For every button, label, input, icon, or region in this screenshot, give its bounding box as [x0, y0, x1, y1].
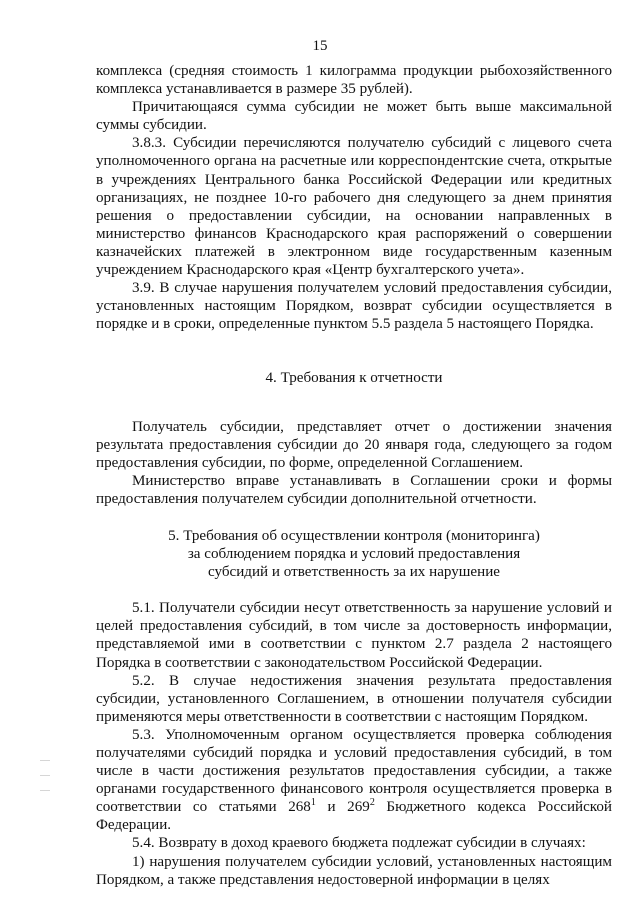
paragraph-5-3-text-c: Бюджетного кодекса Российской Федерации.: [96, 799, 613, 834]
paragraph-5-3: [96, 726, 612, 835]
paragraph-report: Получатель субсидии, представляет отчет о достижении значения результата предоставления субсидии до 20 января года, следующего за годом предоставления субсидии, по форме, определенной Соглашением.: [96, 418, 612, 471]
paragraph-5-3-text-a: 5.3. Уполномоченным органом осуществляется проверка соблюдения получателями субсидий порядка и условий предоставления субсидий, в том числе в части достижения результатов предоставления субсидии, а также органами государственного финансового контроля осуществляется проверка в соответствии со статьями 268: [96, 726, 612, 816]
section-4-heading: [96, 369, 612, 387]
paragraph-max-subsidy: Причитающаяся сумма субсидии не может быть выше максимальной суммы субсидии.: [96, 99, 612, 134]
paragraph-5-1: 5.1. Получатели субсидии несут ответственность за нарушение условий и целей предоставления субсидий, в том числе за достоверность информации, представляемой ими в соответствии с пунктом 2.7 раздела 2 настоящего Порядка в соответствии с законодательством Российской Федерации.: [96, 600, 612, 671]
paragraph-5-2: 5.2. В случае недостижения значения результата предоставления субсидии, установленного Соглашением, в отношении получателя субсидии применяются меры ответственности в соответствии с настоящим Порядком.: [96, 672, 612, 725]
section-4-title: 4. Требования к отчетности: [265, 370, 443, 387]
paragraph-5-4-item-1: 1) нарушения получателем субсидии условий, установленных настоящим Порядком, а также представления недостоверной информации в целях: [96, 853, 612, 888]
section-5-title-line-2: за соблюдением порядка и условий предоставления: [187, 546, 521, 563]
superscript-2: 2: [369, 797, 375, 809]
paragraph-5-4: 5.4. Возврату в доход краевого бюджета подлежат субсидии в случаях:: [132, 835, 586, 852]
document-body: [96, 62, 612, 889]
section-5-heading: [96, 527, 612, 581]
section-5-title-line-1: 5. Требования об осуществлении контроля (мониторинга): [168, 527, 540, 544]
paragraph-3-8-3: 3.8.3. Субсидии перечисляются получателю субсидий с лицевого счета уполномоченного органа на расчетные или корреспондентские счета, открытые в учреждениях Центрального банка Российской Федерации или кредитных организациях, не позднее 10-го рабочего дня следующего за днем принятия решения о предоставлении субсидии, на основании направленных в министерство финансов Краснодарского края распоряжений о совершении казначейских платежей в электронном виде государственным казенным учреждением Краснодарского края «Центр бухгалтерского учета».: [96, 135, 612, 279]
superscript-1: 1: [310, 797, 316, 809]
paragraph-continuation: комплекса (средняя стоимость 1 килограмма продукции рыбохозяйственного комплекса устанавливается в размере 35 рублей).: [96, 63, 612, 98]
paragraph-5-3-text-b: и 269: [315, 799, 370, 816]
page-number: 15: [312, 38, 328, 54]
paragraph-additional-reporting: Министерство вправе устанавливать в Соглашении сроки и формы предоставления получателем субсидии дополнительной отчетности.: [96, 472, 612, 507]
paragraph-3-9: 3.9. В случае нарушения получателем условий предоставления субсидии, установленных настоящим Порядком, возврат субсидии осуществляется в порядке и в сроки, определенные пунктом 5.5 раздела 5 настоящего Порядка.: [96, 280, 612, 333]
section-5-title-line-3: субсидий и ответственность за их нарушение: [208, 564, 500, 581]
margin-scan-marks: [40, 760, 60, 820]
